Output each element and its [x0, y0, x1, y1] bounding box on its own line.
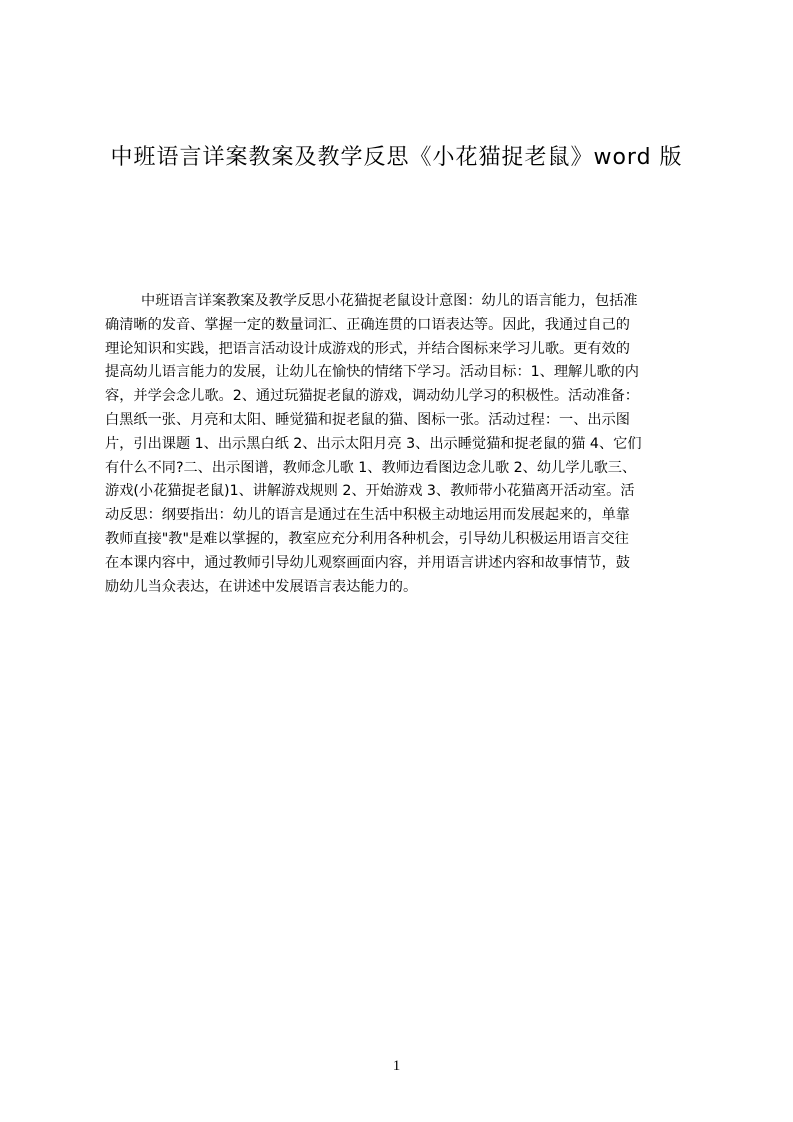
body-line: 有什么不同?二、出示图谱，教师念儿歌 1、教师边看图边念儿歌 2、幼儿学儿歌三、: [105, 459, 637, 476]
body-line: 提高幼儿语言能力的发展，让幼儿在愉快的情绪下学习。活动目标：1、理解儿歌的内: [105, 364, 639, 381]
body-line: 动反思：纲要指出：幼儿的语言是通过在生活中积极主动地运用而发展起来的，单靠: [105, 507, 630, 524]
body-line: 教师直接"教"是难以掌握的，教室应充分利用各种机会，引导幼儿积极运用语言交往: [105, 530, 629, 547]
page-number: 1: [392, 1058, 401, 1074]
body-line: 片，引出课题 1、出示黑白纸 2、出示太阳月亮 3、出示睡觉猫和捉老鼠的猫 4、它们: [105, 435, 642, 452]
body-line: 励幼儿当众表达，在讲述中发展语言表达能力的。: [105, 578, 418, 595]
document-body: [105, 290, 697, 599]
document-title: 中班语言详案教案及教学反思《小花猫捉老鼠》word 版: [110, 145, 683, 170]
body-line: 在本课内容中，通过教师引导幼儿观察画面内容，并用语言讲述内容和故事情节，鼓: [105, 554, 630, 571]
body-line: 白黑纸一张、月亮和太阳、睡觉猫和捉老鼠的猫、图标一张。活动过程：一、出示图: [105, 411, 630, 428]
body-line: 中班语言详案教案及教学反思小花猫捉老鼠设计意图：幼儿的语言能力，包括准: [141, 293, 638, 309]
body-line: 游戏(小花猫捉老鼠)1、讲解游戏规则 2、开始游戏 3、教师带小花猫离开活动室。活: [105, 483, 635, 500]
body-line: 确清晰的发音、掌握一定的数量词汇、正确连贯的口语表达等。因此，我通过自己的: [105, 316, 630, 333]
body-line: 容，并学会念儿歌。2、通过玩猫捉老鼠的游戏，调动幼儿学习的积极性。活动准备：: [105, 388, 639, 405]
body-line: 理论知识和实践，把语言活动设计成游戏的形式，并结合图标来学习儿歌。更有效的: [105, 340, 630, 357]
